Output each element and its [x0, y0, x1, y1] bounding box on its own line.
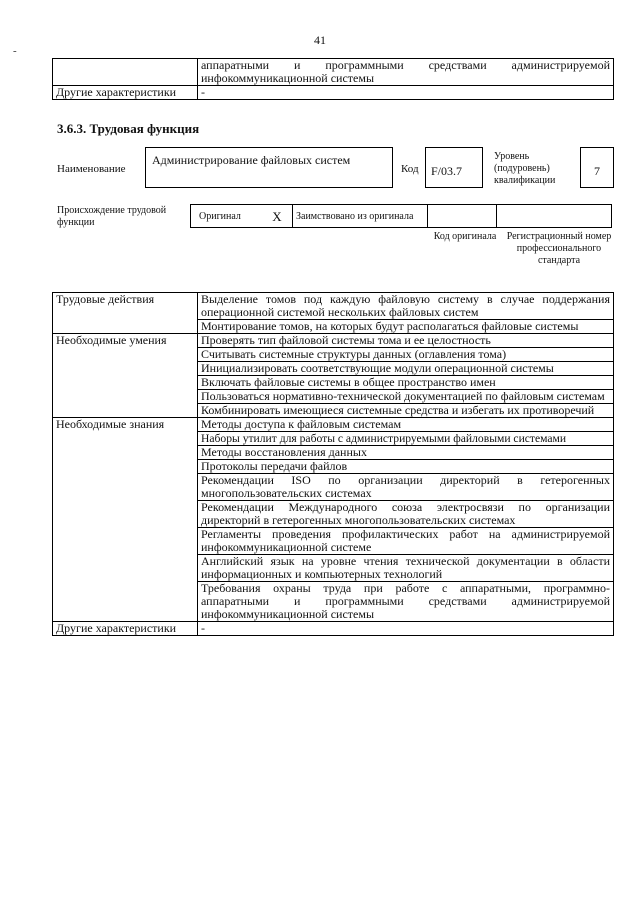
main-table — [52, 292, 614, 636]
section-item: Выделение томов под каждую файловую систему в случае поддержания операционной системой нескольких файловых систем — [198, 293, 614, 320]
original-label: Оригинал — [191, 205, 263, 228]
name-value: Администрирование файловых систем — [152, 153, 351, 167]
table-row — [53, 86, 614, 100]
section-item: - — [198, 622, 614, 636]
section-item: Проверять тип файловой системы тома и ее целостность — [198, 334, 614, 348]
original-mark: X — [262, 205, 293, 228]
section-item: Наборы утилит для работы с администрируемыми файловыми системами — [198, 432, 614, 446]
code-value: F/03.7 — [431, 164, 463, 178]
level-value: 7 — [594, 164, 600, 178]
level-label: Уровень (подуровень) квалификации — [494, 151, 556, 186]
section-item: Рекомендации ISO по организации директорий в гетерогенных многопользовательских системах — [198, 474, 614, 501]
code-label: Код — [401, 163, 419, 175]
section-label: Трудовые действия — [53, 293, 198, 334]
code-box — [425, 147, 483, 188]
level-box — [580, 147, 614, 188]
top-table — [52, 58, 614, 100]
row-text: - — [198, 86, 614, 100]
code-original-cell — [428, 205, 497, 228]
section-label: Необходимые умения — [53, 334, 198, 418]
section-item: Регламенты проведения профилактических работ на администрируемой инфокоммуникационной системе — [198, 528, 614, 555]
name-box — [145, 147, 393, 188]
section-item: Пользоваться нормативно-технической документацией по файловым системам — [198, 390, 614, 404]
table-row — [191, 205, 612, 228]
name-label: Наименование — [57, 163, 126, 175]
section-item: Английский язык на уровне чтения технической документации в области информационных и компьютерных технологий — [198, 555, 614, 582]
row-text: аппаратными и программными средствами администрируемой инфокоммуникационной системы — [198, 59, 614, 86]
table-row — [53, 418, 614, 432]
table-row — [53, 334, 614, 348]
section-item: Методы восстановления данных — [198, 446, 614, 460]
origin-label: Происхождение трудовой функции — [57, 205, 167, 228]
section-item: Считывать системные структуры данных (оглавления тома) — [198, 348, 614, 362]
section-item: Включать файловые системы в общее пространство имен — [198, 376, 614, 390]
page-number: 41 — [314, 33, 326, 47]
section-item: Требования охраны труда при работе с аппаратными, программно-аппаратными и программными средствами администрируемой инфокоммуникационной системы — [198, 582, 614, 622]
section-heading: 3.6.3. Трудовая функция — [57, 121, 200, 136]
section-item: Инициализировать соответствующие модули операционной системы — [198, 362, 614, 376]
code-caption: Код оригинала — [433, 231, 497, 242]
section-item: Протоколы передачи файлов — [198, 460, 614, 474]
row-label: Другие характеристики — [53, 86, 198, 100]
reg-number-cell — [497, 205, 612, 228]
margin-mark: - — [13, 45, 17, 57]
borrowed-label: Заимствовано из оригинала — [293, 205, 428, 228]
section-item: Монтирование томов, на которых будут располагаться файловые системы — [198, 320, 614, 334]
section-label: Необходимые знания — [53, 418, 198, 622]
reg-caption: Регистрационный номер профессионального стандарта — [506, 231, 612, 266]
table-row — [53, 59, 614, 86]
section-item: Комбинировать имеющиеся системные средства и избегать их противоречий — [198, 404, 614, 418]
origin-table — [190, 204, 612, 228]
section-item: Рекомендации Международного союза электросвязи по организации директорий в гетерогенных многопользовательских системах — [198, 501, 614, 528]
row-label — [53, 59, 198, 86]
table-row — [53, 622, 614, 636]
table-row — [53, 293, 614, 320]
section-label: Другие характеристики — [53, 622, 198, 636]
section-item: Методы доступа к файловым системам — [198, 418, 614, 432]
